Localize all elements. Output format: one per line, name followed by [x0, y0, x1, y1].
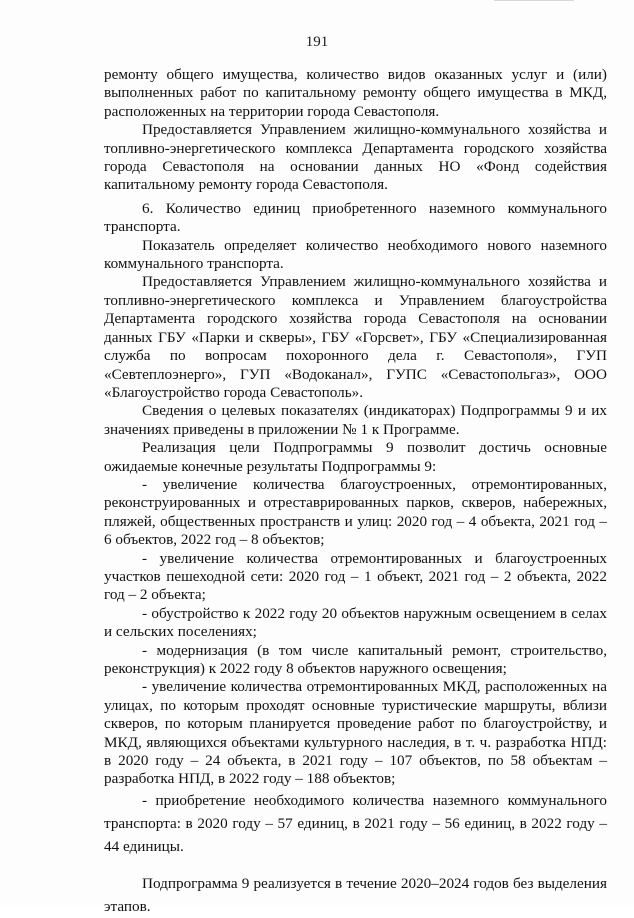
- paragraph-indicator-6-source: Предоставляется Управлением жилищно-коммунального хозяйства и топливно-энергетического комплекса и Управлением благоустройства Департамента городского хозяйства города Севастополя на основании данных ГБУ «Парки и скверы», ГБУ «Горсвет», ГБУ «Специализированная служба по вопросам похоронного дела г. Севастополя», ГУП «Севтеплоэнерго», ГУП «Водоканал», ГУПС «Севастопольгаз», ООО «Благоустройство города Севастополь».: [104, 273, 607, 401]
- page-number: 191: [305, 34, 329, 50]
- paragraph-indicator-6-definition: Показатель определяет количество необходимого нового наземного коммунального транспорта.: [104, 236, 607, 273]
- list-item-transport-acquisition: - приобретение необходимого количества наземного коммунального транспорта: в 2020 году – 57 единиц, в 2021 году – 56 единиц, в 2022 году – 44 единицы.: [104, 791, 607, 855]
- document-body: [104, 66, 607, 918]
- paragraph-indicator-6-title: 6. Количество единиц приобретенного наземного коммунального транспорта.: [104, 199, 607, 236]
- scan-edge-mark: [494, 0, 574, 1]
- list-item-pedestrian-network: - увеличение количества отремонтированных и благоустроенных участков пешеходной сети: 2020 год – 1 объект, 2021 год – 2 объекта, 2022 год – 2 объекта;: [104, 549, 607, 604]
- paragraph-continuation: ремонту общего имущества, количество видов оказанных услуг и (или) выполненных работ по капитальному ремонту общего имущества в МКД, расположенных на территории города Севастополя.: [104, 66, 607, 120]
- paragraph-implementation-period: Подпрограмма 9 реализуется в течение 2020–2024 годов без выделения этапов.: [104, 874, 607, 915]
- list-item-rural-lighting: - обустройство к 2022 году 20 объектов наружным освещением в селах и сельских поселениях;: [104, 604, 607, 641]
- list-item-parks-improvement: - увеличение количества благоустроенных, отремонтированных, реконструированных и отреставрированных парков, скверов, набережных, пляжей, общественных пространств и улиц: 2020 год – 4 объекта, 2021 год – 6 объектов, 2022 год – 8 объектов;: [104, 475, 607, 549]
- list-item-lighting-modernization: - модернизация (в том числе капитальный ремонт, строительство, реконструкция) к 2022 году 8 объектов наружного освещения;: [104, 641, 607, 677]
- list-item-apartment-buildings-repair: - увеличение количества отремонтированных МКД, расположенных на улицах, по которым проходят основные туристические маршруты, вблизи скверов, по которым планируется проведение работ по благоустройству, и МКД, являющихся объектами культурного наследия, в т. ч. разработка НПД: в 2020 году – 24 объекта, в 2021 году – 107 объектов, по 58 объектам – разработка НПД, в 2022 году – 188 объектов;: [104, 678, 607, 788]
- paragraph-source-fund: Предоставляется Управлением жилищно-коммунального хозяйства и топливно-энергетического комплекса Департамента городского хозяйства города Севастополя на основании данных НО «Фонд содействия капитальному ремонту города Севастополя.: [104, 121, 607, 194]
- paragraph-indicators-reference: Сведения о целевых показателях (индикаторах) Подпрограммы 9 и их значениях приведены в приложении № 1 к Программе.: [104, 402, 607, 438]
- paragraph-expected-results-intro: Реализация цели Подпрограммы 9 позволит достичь основные ожидаемые конечные результаты Подпрограммы 9:: [104, 439, 607, 475]
